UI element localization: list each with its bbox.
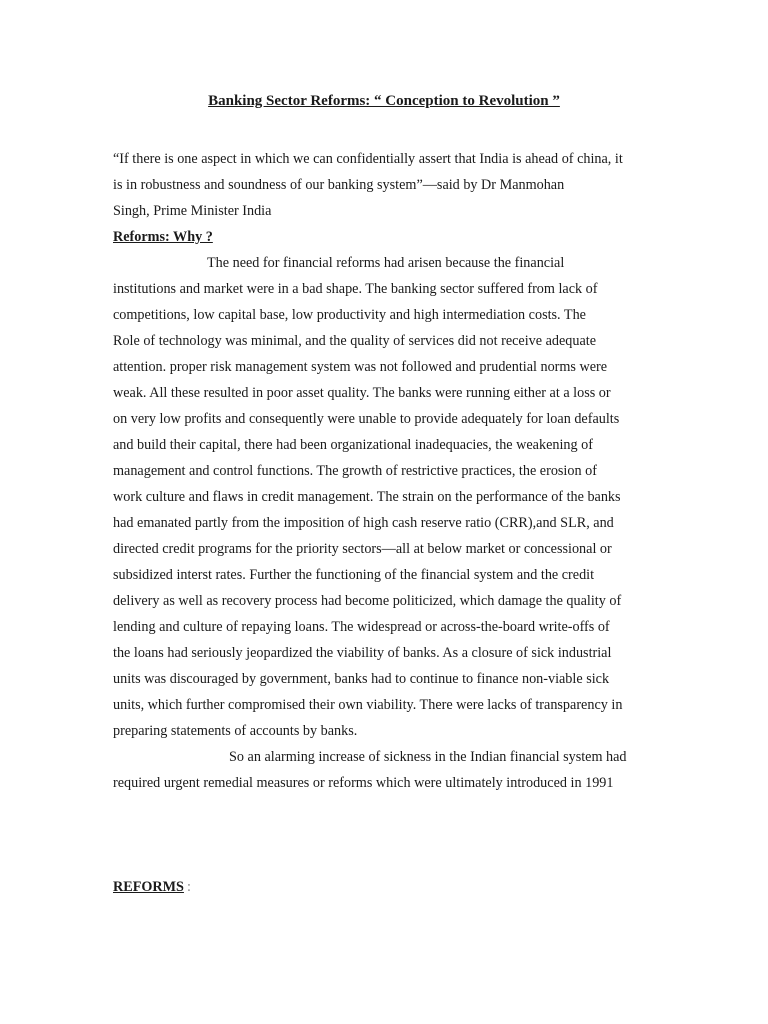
paragraph-line: delivery as well as recovery process had become politicized, which damage the quality of [113, 593, 622, 609]
paragraph-line: had emanated partly from the imposition of high cash reserve ratio (CRR),and SLR, and [113, 515, 614, 531]
quote-line: is in robustness and soundness of our banking system”—said by Dr Manmohan [113, 177, 565, 193]
document-title: Banking Sector Reforms: “ Conception to Revolution ” [208, 93, 560, 109]
paragraph-line: weak. All these resulted in poor asset quality. The banks were running either at a loss or [113, 385, 611, 401]
paragraph-line: So an alarming increase of sickness in the Indian financial system had [229, 749, 627, 765]
paragraph-line: competitions, low capital base, low productivity and high intermediation costs. The [113, 307, 586, 323]
paragraph-line: institutions and market were in a bad shape. The banking sector suffered from lack of [113, 281, 598, 297]
section-heading-reforms [113, 874, 191, 900]
paragraph-line: management and control functions. The growth of restrictive practices, the erosion of [113, 463, 597, 479]
reforms-heading-colon: : [186, 879, 191, 895]
paragraph-line: lending and culture of repaying loans. The widespread or across-the-board write-offs of [113, 619, 610, 635]
paragraph-line: on very low profits and consequently were unable to provide adequately for loan defaults [113, 411, 620, 427]
paragraph-line: and build their capital, there had been organizational inadequacies, the weakening of [113, 437, 593, 453]
paragraph-line: attention. proper risk management system was not followed and prudential norms were [113, 359, 608, 375]
document-body [113, 146, 673, 796]
quote-line: Singh, Prime Minister India [113, 203, 272, 219]
paragraph-line: preparing statements of accounts by banks. [113, 723, 358, 739]
paragraph-line: units was discouraged by government, banks had to continue to finance non-viable sick [113, 671, 610, 687]
paragraph-line: Role of technology was minimal, and the quality of services did not receive adequate [113, 333, 597, 349]
paragraph-line: required urgent remedial measures or reforms which were ultimately introduced in 1991 [113, 775, 614, 791]
paragraph-line: the loans had seriously jeopardized the viability of banks. As a closure of sick industrial [113, 645, 612, 661]
paragraph-line: The need for financial reforms had arisen because the financial [207, 255, 565, 271]
reforms-heading-label: REFORMS [113, 879, 184, 895]
paragraph-line: directed credit programs for the priority sectors—all at below market or concessional or [113, 541, 612, 557]
section-heading-why: Reforms: Why ? [113, 229, 213, 245]
paragraph-line: subsidized interst rates. Further the functioning of the financial system and the credit [113, 567, 595, 583]
paragraph-line: work culture and flaws in credit management. The strain on the performance of the banks [113, 489, 621, 505]
paragraph-line: units, which further compromised their own viability. There were lacks of transparency in [113, 697, 623, 713]
quote-line: “If there is one aspect in which we can confidentially assert that India is ahead of china, it [113, 151, 623, 167]
